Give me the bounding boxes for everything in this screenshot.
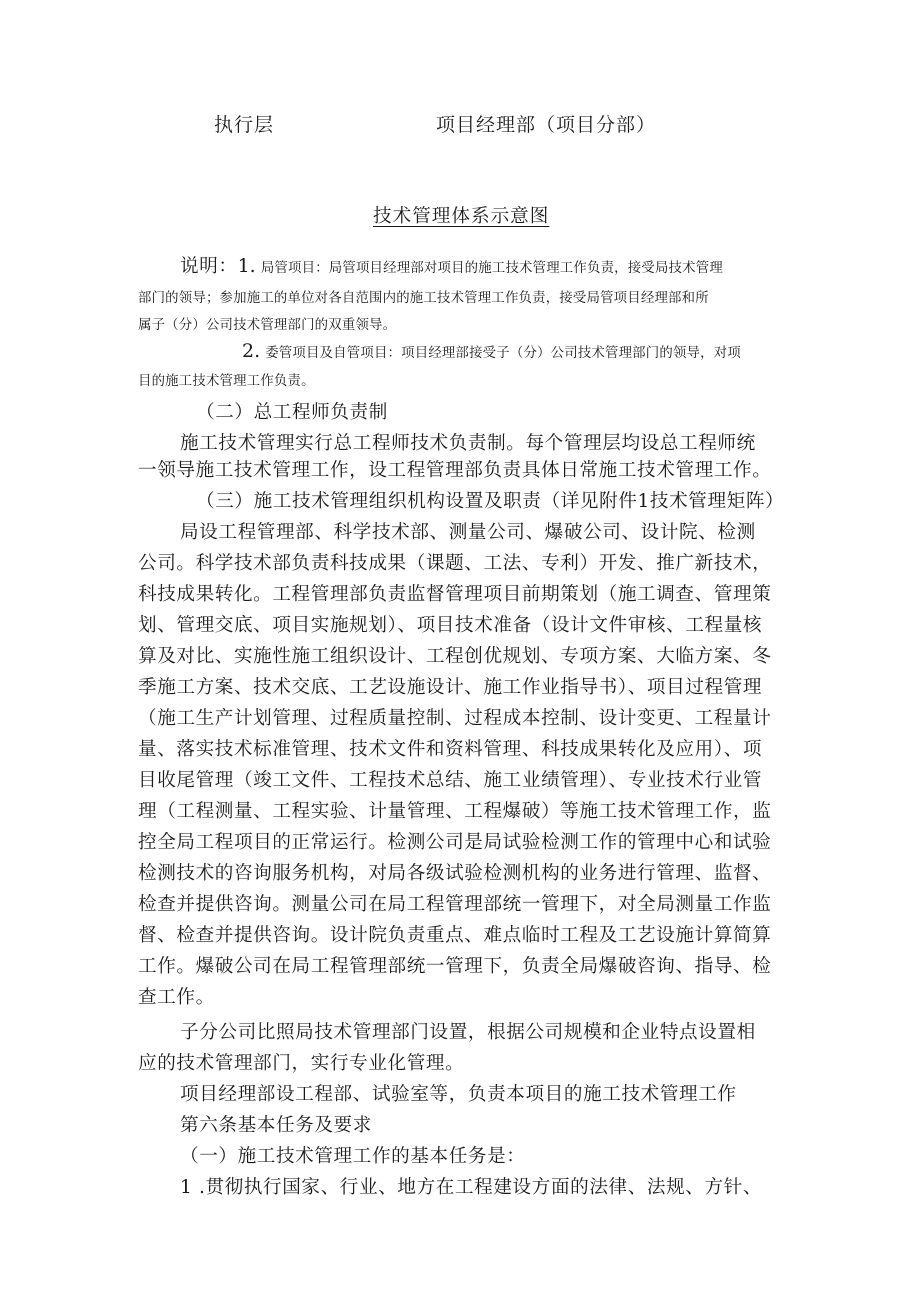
section-heading-1: （一）施工技术管理工作的基本任务是： [180, 1146, 526, 1167]
note-2-line-2: 目的施工技术管理工作负责。 [138, 374, 315, 389]
article-heading: 第六条基本任务及要求 [180, 1115, 372, 1136]
section-heading-3: （三）施工技术管理组织机构设置及职责（详见附件1技术管理矩阵） [196, 491, 785, 512]
body-line: 科技成果转化。工程管理部负责监督管理项目前期策划（施工调查、管理策 [138, 584, 772, 605]
body-line: 划、管理交底、项目实施规划）、项目技术准备（设计文件审核、工程量核 [138, 615, 763, 636]
note-2-number: 2. [242, 340, 261, 362]
body-line: 控全局工程项目的正常运行。检测公司是局试验检测工作的管理中心和试验 [138, 832, 772, 853]
note-1-number: 1. [237, 255, 256, 277]
body-line: 工作。爆破公司在局工程管理部统一管理下，负责全局爆破咨询、指导、检 [138, 956, 772, 977]
body-line: 季施工方案、技术交底、工艺设施设计、施工作业指导书）、项目过程管理 [138, 677, 763, 698]
body-line: 算及对比、实施性施工组织设计、工程创优规划、专项方案、大临方案、冬 [138, 646, 772, 667]
note-2-text-1: 委管项目及自管项目：项目经理部接受子（分）公司技术管理部门的领导，对项 [265, 346, 741, 361]
body-line: 督、检查并提供咨询。设计院负责重点、难点临时工程及工艺设施计算简算 [138, 925, 772, 946]
note-1-line-2: 部门的领导；参加施工的单位对各自范围内的施工技术管理工作负责，接受局管项目经理部和所 [138, 291, 709, 306]
body-line: 施工技术管理实行总工程师技术负责制。每个管理层均设总工程师统 [180, 433, 756, 454]
body-line: 量、落实技术标准管理、技术文件和资料管理、科技成果转化及应用）、项 [138, 739, 763, 760]
body-line: 子分公司比照局技术管理部门设置，根据公司规模和企业特点设置相 [180, 1022, 756, 1043]
body-line: 检测技术的咨询服务机构，对局各级试验检测机构的业务进行管理、监督、 [138, 863, 772, 884]
body-line: 项目经理部设工程部、试验室等，负责本项目的施工技术管理工作 [180, 1084, 737, 1105]
note-1-line-3: 属子（分）公司技术管理部门的双重领导。 [138, 318, 397, 333]
body-line: 检查并提供咨询。测量公司在局工程管理部统一管理下，对全局测量工作监 [138, 894, 772, 915]
section-heading-2: （二）总工程师负责制 [196, 402, 388, 423]
body-line: 公司。科学技术部负责科技成果（课题、工法、专利）开发、推广新技术， [138, 553, 772, 574]
body-line: 目收尾管理（竣工文件、工程技术总结、施工业绩管理）、专业技术行业管 [138, 770, 763, 791]
body-line: 查工作。 [138, 987, 215, 1008]
note-1-text-1: 局管项目：局管项目经理部对项目的施工技术管理工作负责，接受局技术管理 [260, 261, 723, 276]
body-line: 应的技术管理部门，实行专业化管理。 [138, 1053, 465, 1074]
list-item: 1 .贯彻执行国家、行业、地方在工程建设方面的法律、法规、方针、 [180, 1177, 763, 1198]
note-1-line-1 [180, 252, 723, 278]
header-right-label: 项目经理部（项目分部） [436, 114, 657, 136]
notes-label: 说明： [180, 256, 238, 277]
body-line: 理（工程测量、工程实验、计量管理、工程爆破）等施工技术管理工作，监 [138, 801, 772, 822]
body-line: 局设工程管理部、科学技术部、测量公司、爆破公司、设计院、检测 [180, 522, 756, 543]
figure-title: 技术管理体系示意图 [373, 206, 550, 227]
header-left-label: 执行层 [214, 114, 275, 136]
body-line: （施工生产计划管理、过程质量控制、过程成本控制、设计变更、工程量计 [138, 708, 772, 729]
body-line: 一领导施工技术管理工作，设工程管理部负责具体日常施工技术管理工作。 [138, 460, 772, 481]
note-2-line-1 [242, 340, 741, 362]
